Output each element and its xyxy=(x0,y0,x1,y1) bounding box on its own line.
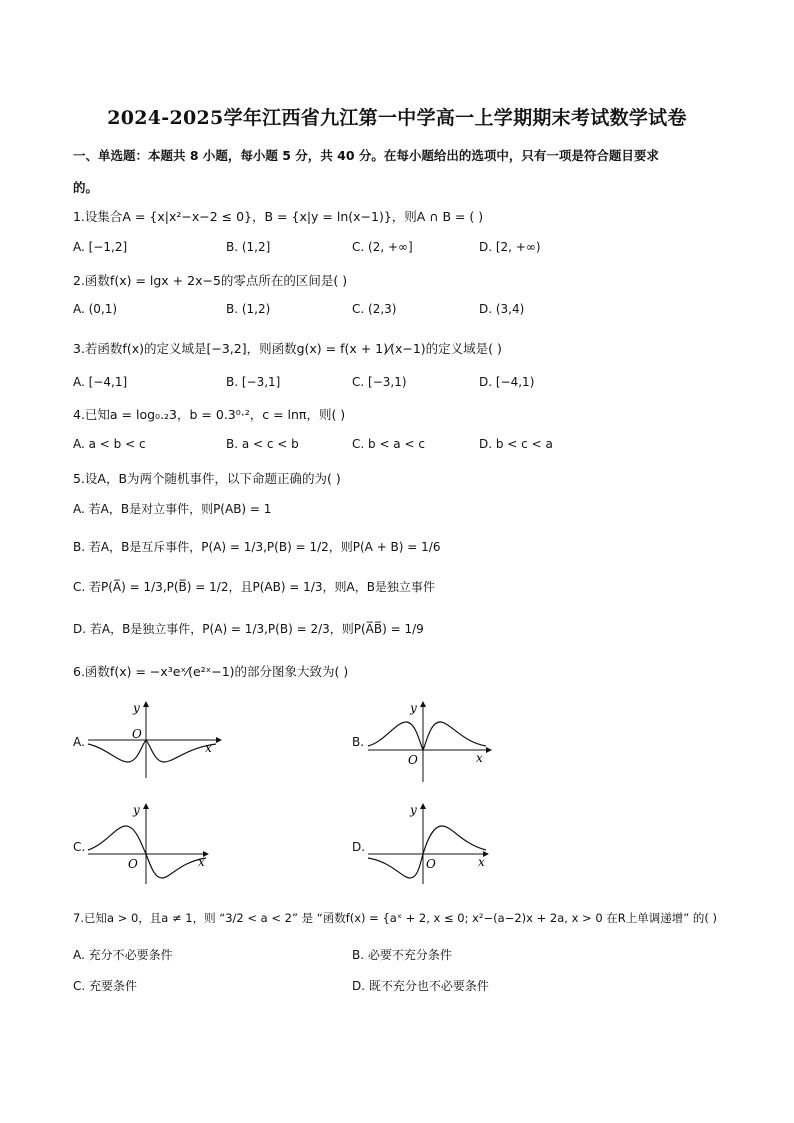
q1-option-d: D. [2, +∞) xyxy=(479,240,541,254)
question-4-stem: 4.已知a = log₀.₂3，b = 0.3⁰·²，c = lnπ，则( ) xyxy=(73,407,346,422)
graph-d-y-label: y xyxy=(410,803,417,817)
question-7-stem: 7.已知a > 0，且a ≠ 1，则 “3/2 < a < 2” 是 “函数f(x) = {aˣ + 2, x ≤ 0; x²−(a−2)x + 2a, x > 0 在R上单调递增” 的( ) xyxy=(73,911,718,925)
graph-b-x-label: x xyxy=(476,751,483,765)
q2-option-b: B. (1,2) xyxy=(226,302,271,316)
graph-c-y-label: y xyxy=(133,803,140,817)
q3-option-a: A. [−4,1] xyxy=(73,375,128,389)
q2-option-a: A. (0,1) xyxy=(73,302,118,316)
graph-b-origin-label: O xyxy=(408,753,418,767)
q4-option-d: D. b < c < a xyxy=(479,437,553,451)
exam-title: 2024-2025学年江西省九江第一中学高一上学期期末考试数学试卷 xyxy=(107,107,687,129)
q7-option-a: A. 充分不必要条件 xyxy=(73,948,173,962)
graph-d-origin-label: O xyxy=(426,857,436,871)
q6-option-d-label: D. xyxy=(352,840,366,854)
section-heading-line2: 的。 xyxy=(73,180,99,195)
q5-option-d: D. 若A，B是独立事件，P(A) = 1/3,P(B) = 2/3，则P(A̅B̅) = 1/9 xyxy=(73,622,424,636)
graph-a-origin-label: O xyxy=(132,727,142,741)
q6-graph-d xyxy=(368,802,493,887)
q7-option-d: D. 既不充分也不必要条件 xyxy=(352,979,489,993)
graph-c-origin-label: O xyxy=(128,857,138,871)
question-1-stem: 1.设集合A = {x|x²−x−2 ≤ 0}，B = {x|y = ln(x−1)}，则A ∩ B = ( ) xyxy=(73,209,484,224)
graph-d-x-label: x xyxy=(478,855,485,869)
q3-option-b: B. [−3,1] xyxy=(226,375,281,389)
graph-b-y-label: y xyxy=(410,701,417,715)
q6-option-a-label: A. xyxy=(73,735,85,749)
q6-option-b-label: B. xyxy=(352,735,365,749)
q4-option-b: B. a < c < b xyxy=(226,437,299,451)
graph-a-y-label: y xyxy=(133,701,140,715)
q6-graph-a xyxy=(88,700,223,780)
question-3-stem: 3.若函数f(x)的定义域是[−3,2]，则函数g(x) = f(x + 1)⁄(x−1)的定义域是( ) xyxy=(73,341,502,356)
q6-graph-c xyxy=(88,802,213,887)
q1-option-a: A. [−1,2] xyxy=(73,240,128,254)
q7-option-c: C. 充要条件 xyxy=(73,979,138,993)
graph-c-x-label: x xyxy=(198,855,205,869)
q4-option-a: A. a < b < c xyxy=(73,437,146,451)
q1-option-c: C. (2, +∞] xyxy=(352,240,413,254)
q5-option-c: C. 若P(A̅) = 1/3,P(B̅) = 1/2，且P(AB) = 1/3，则A，B是独立事件 xyxy=(73,580,435,594)
q4-option-c: C. b < a < c xyxy=(352,437,425,451)
graph-a-x-label: x xyxy=(205,741,212,755)
q7-option-b: B. 必要不充分条件 xyxy=(352,948,452,962)
question-6-stem: 6.函数f(x) = −x³eˣ⁄(e²ˣ−1)的部分图象大致为( ) xyxy=(73,664,349,679)
q1-option-b: B. (1,2] xyxy=(226,240,271,254)
q6-graph-b xyxy=(368,700,493,785)
q2-option-c: C. (2,3) xyxy=(352,302,397,316)
q5-option-b: B. 若A，B是互斥事件，P(A) = 1/3,P(B) = 1/2，则P(A + B) = 1/6 xyxy=(73,540,441,554)
section-heading-line1: 一、单选题：本题共 8 小题，每小题 5 分，共 40 分。在每小题给出的选项中，只有一项是符合题目要求 xyxy=(73,148,659,163)
q5-option-a: A. 若A，B是对立事件，则P(AB) = 1 xyxy=(73,502,272,516)
q2-option-d: D. (3,4) xyxy=(479,302,525,316)
question-5-stem: 5.设A，B为两个随机事件，以下命题正确的为( ) xyxy=(73,471,341,486)
q6-option-c-label: C. xyxy=(73,840,86,854)
question-2-stem: 2.函数f(x) = lgx + 2x−5的零点所在的区间是( ) xyxy=(73,273,348,288)
q3-option-d: D. [−4,1) xyxy=(479,375,535,389)
q3-option-c: C. [−3,1) xyxy=(352,375,407,389)
